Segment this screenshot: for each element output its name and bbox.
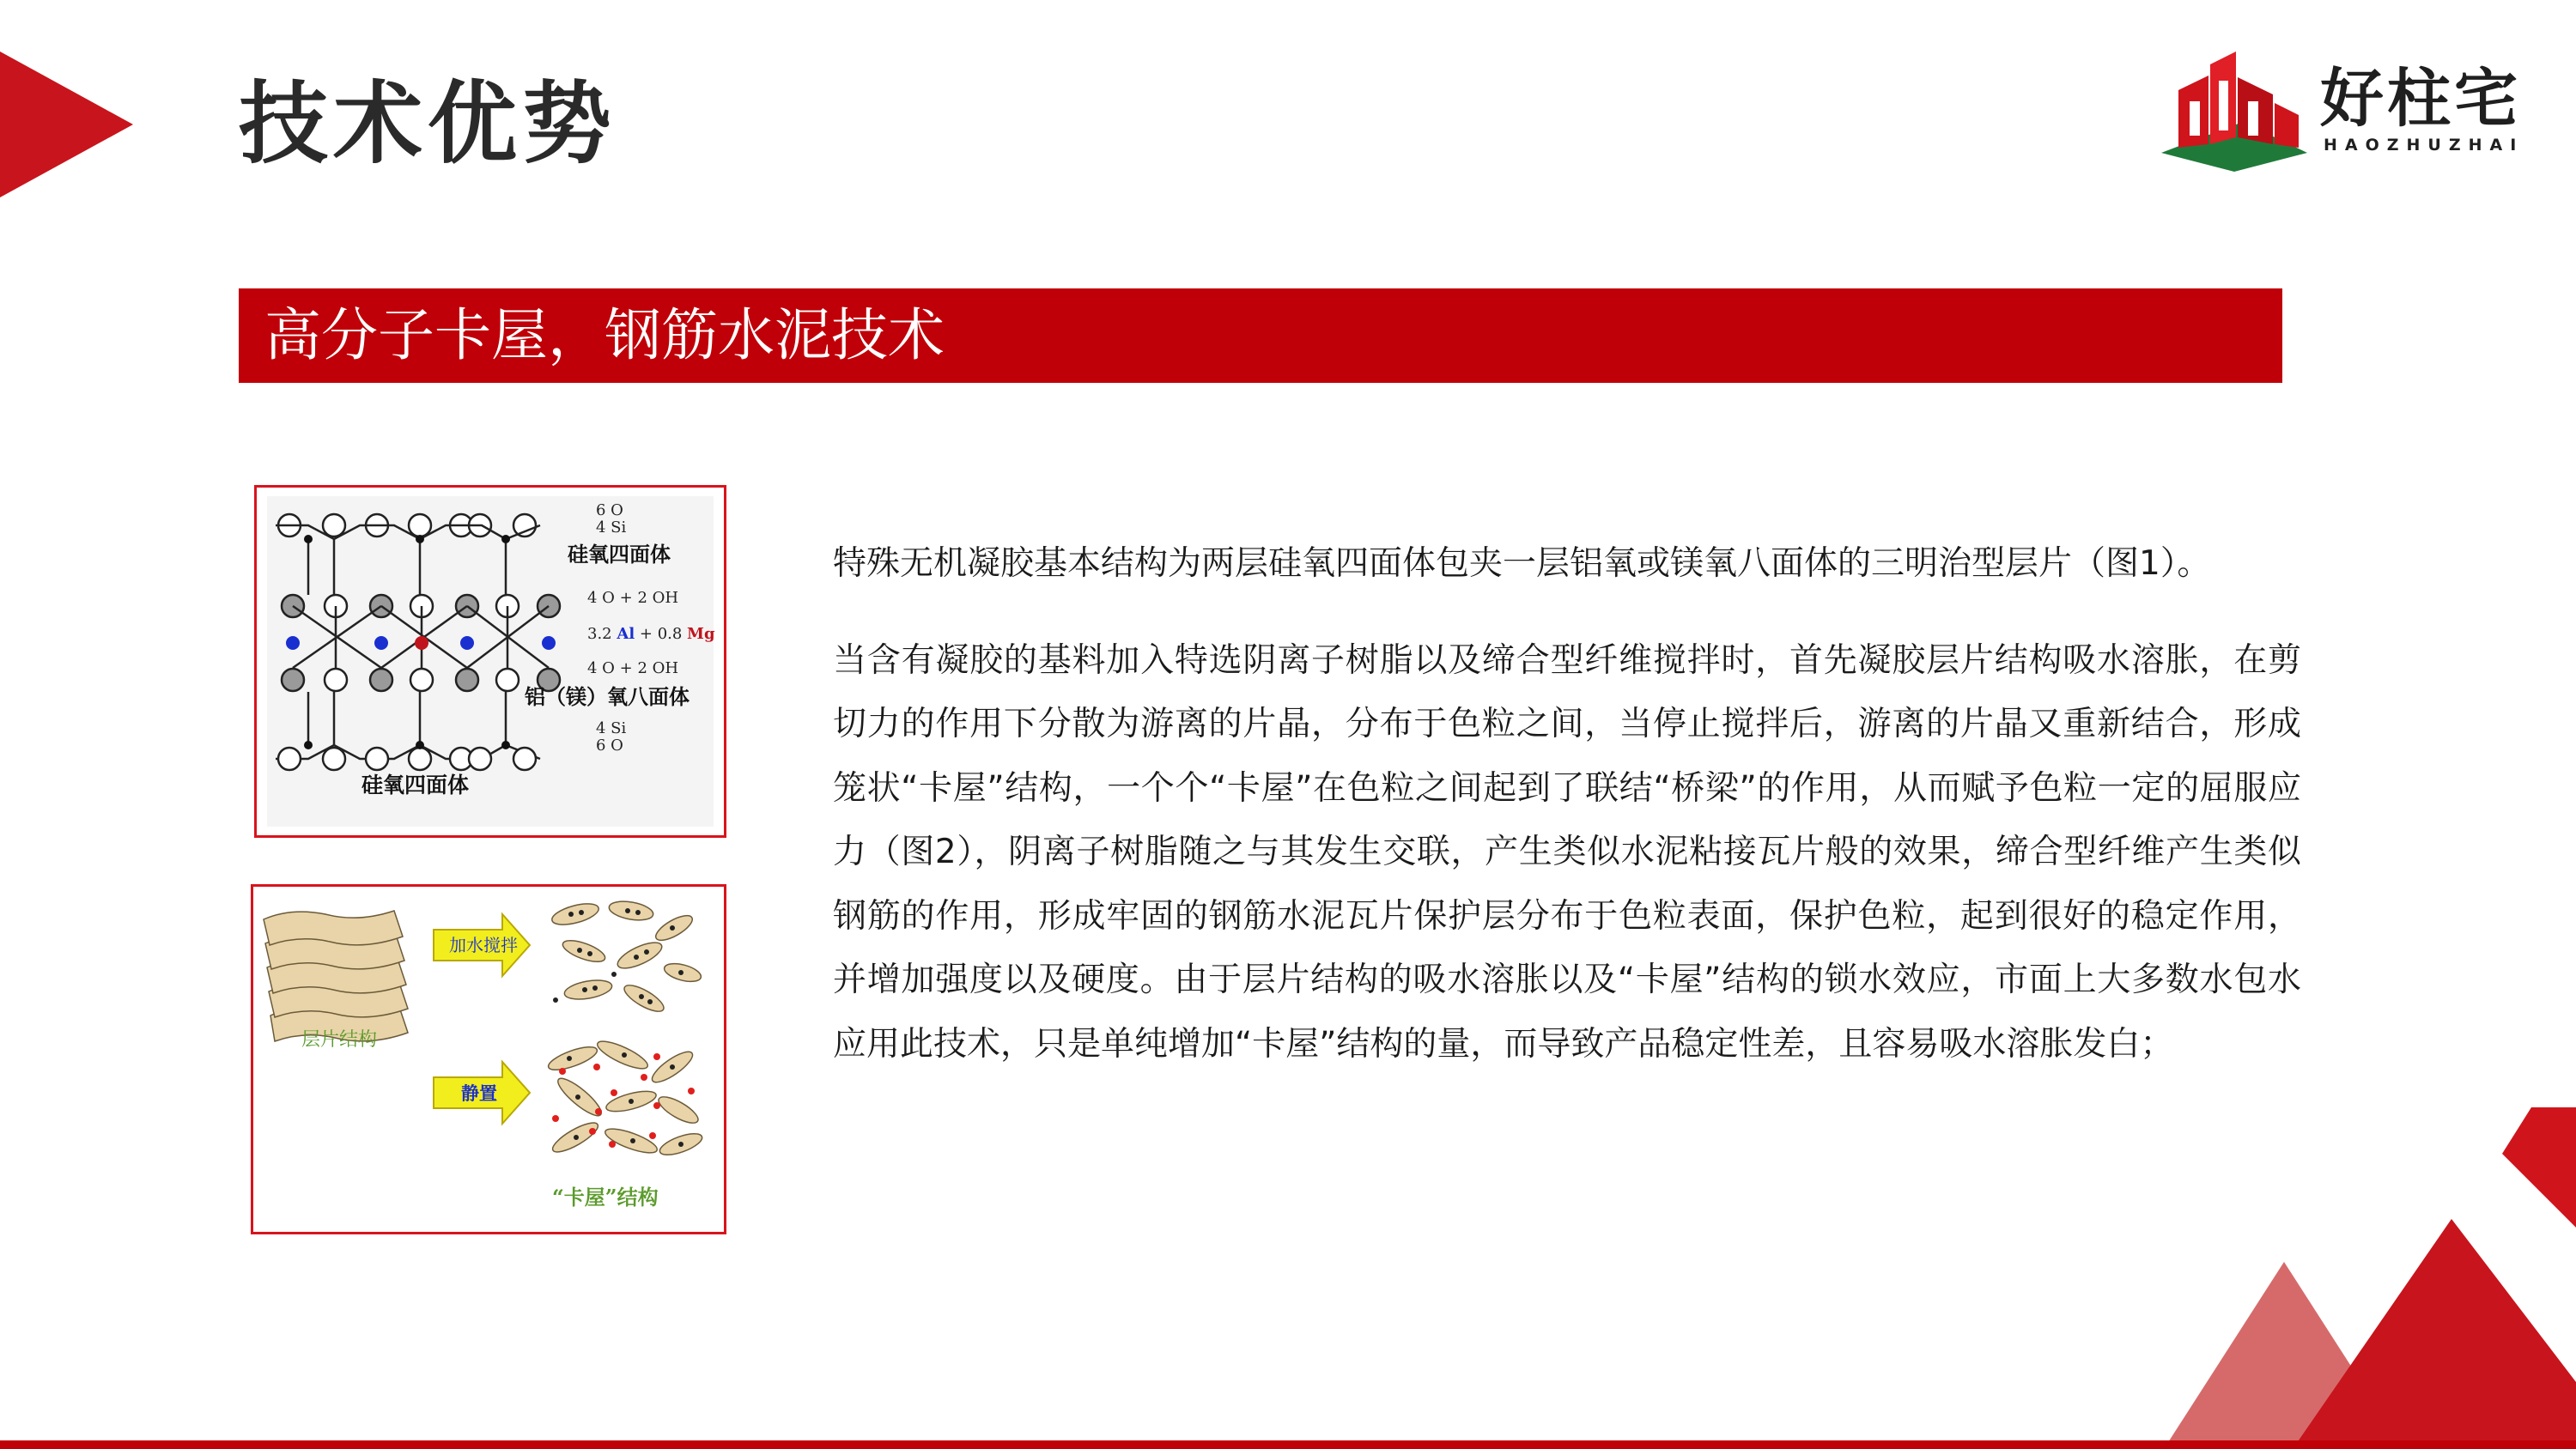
section-title: 高分子卡屋，钢筋水泥技术 — [264, 302, 945, 368]
label-rest: 静置 — [461, 1082, 497, 1104]
label-octahedron: 铝（镁）氧八面体 — [525, 684, 690, 709]
label-top-o: 6 O — [596, 501, 623, 519]
logo-subtitle: HAOZHUZHAI — [2324, 136, 2524, 155]
logo-name: 好柱宅 — [2320, 62, 2521, 136]
paragraph-2: 当含有凝胶的基料加入特选阴离子树脂以及缔合型纤维搅拌时，首先凝胶层片结构吸水溶胀，在剪切力的作用下分散为游离的片晶，分布于色粒之间，当停止搅拌后，游离的片晶又重新结合，形成笼状“卡屋”结构，一个个“卡屋”在色粒之间起到了联结“桥梁”的作用，从而赋予色粒一定的屈服应力（图2），阴离子树脂随之与其发生交联，产生类似水泥粘接瓦片般的效果，缔合型纤维产生类似钢筋的作用，形成牢固的钢筋水泥瓦片保护层分布于色粒表面，保护色粒，起到很好的稳定作用，并增加强度以及硬度。由于层片结构的吸水溶胀以及“卡屋”结构的锁水效应，市面上大多数水包水应用此技术，只是单纯增加“卡屋”结构的量，而导致产品稳定性差，且容易吸水溶胀发白； — [833, 640, 2301, 1064]
label-oh-upper: 4 O + 2 OH — [587, 589, 679, 607]
label-lower-tetrahedron: 硅氧四面体 — [361, 773, 470, 797]
corner-shapes-decoration — [2164, 1107, 2576, 1449]
figure-1-layer-structure — [254, 485, 726, 838]
figure-2-card-house — [251, 884, 726, 1234]
paragraph-1: 特殊无机凝胶基本结构为两层硅氧四面体包夹一层铝氧或镁氧八面体的三明治型层片（图1）。 — [833, 544, 2211, 583]
page-title: 技术优势 — [239, 71, 617, 176]
label-composition: 3.2 Al + 0.8 Mg — [587, 625, 715, 643]
label-card-house: “卡屋”结构 — [552, 1185, 659, 1210]
bottom-border — [0, 1440, 2576, 1449]
label-bottom-si: 4 Si — [596, 719, 627, 737]
label-top-si: 4 Si — [596, 518, 627, 537]
label-layer-structure: 层片结构 — [301, 1029, 378, 1051]
content-text — [833, 532, 2301, 1076]
label-oh-lower: 4 O + 2 OH — [587, 659, 679, 677]
label-stir: 加水搅拌 — [449, 935, 518, 955]
corner-triangle-decoration — [0, 52, 137, 197]
label-upper-tetrahedron: 硅氧四面体 — [568, 542, 671, 567]
label-bottom-o: 6 O — [596, 737, 623, 755]
section-banner — [239, 288, 2282, 383]
